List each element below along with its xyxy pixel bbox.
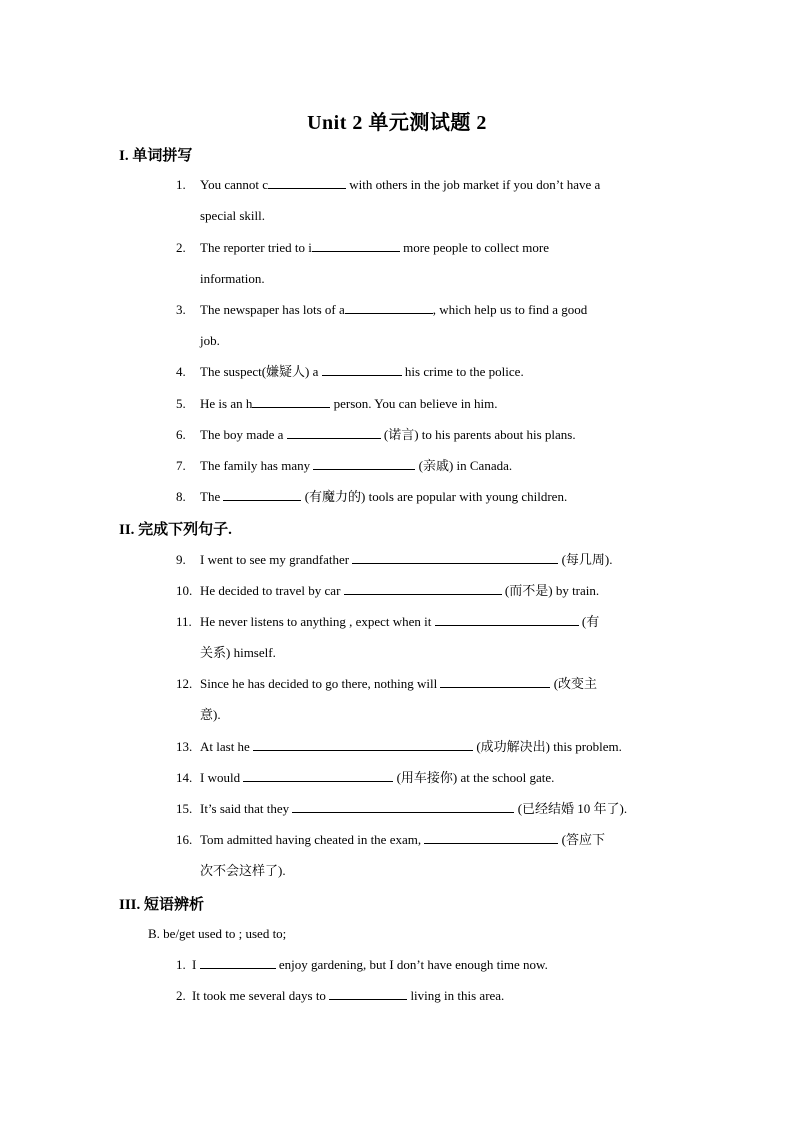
- page-title: Unit 2 单元测试题 2: [307, 112, 487, 134]
- answer-blank[interactable]: [252, 395, 330, 408]
- question-3: 3. The newspaper has lots of a , which help us to find a good job.: [176, 302, 588, 348]
- answer-blank[interactable]: [223, 488, 301, 501]
- section-heading-3: III. 短语辨析: [119, 897, 205, 913]
- section-heading-2: II. 完成下列句子.: [119, 522, 232, 538]
- answer-blank[interactable]: [292, 800, 514, 813]
- answer-blank[interactable]: [200, 956, 276, 969]
- answer-blank[interactable]: [329, 987, 407, 1000]
- question-2: 2. The reporter tried to i more people to collect more information.: [176, 240, 549, 286]
- answer-blank[interactable]: [253, 738, 473, 751]
- section-heading-1: I. 单词拼写: [119, 148, 193, 164]
- answer-blank[interactable]: [424, 831, 558, 844]
- question-12: 12. Since he has decided to go there, nothing will (改变主 意).: [176, 676, 598, 722]
- phrase-question-2: 2. It took me several days to living in this area.: [176, 988, 505, 1003]
- question-11: 11. He never listens to anything , expect when it (有 关系) himself.: [176, 614, 600, 660]
- question-13: 13. At last he (成功解决出) this problem.: [176, 739, 622, 754]
- answer-blank[interactable]: [312, 239, 400, 252]
- question-7: 7. The family has many (亲戚) in Canada.: [176, 458, 513, 473]
- answer-blank[interactable]: [344, 582, 502, 595]
- answer-blank[interactable]: [440, 675, 550, 688]
- question-4: 4. The suspect(嫌疑人) a his crime to the police.: [176, 364, 524, 379]
- answer-blank[interactable]: [287, 426, 381, 439]
- question-15: 15. It’s said that they (已经结婚 10 年了).: [176, 801, 628, 816]
- question-8: 8. The (有魔力的) tools are popular with young children.: [176, 489, 568, 504]
- question-5: 5. He is an h person. You can believe in him.: [176, 396, 498, 411]
- answer-blank[interactable]: [313, 457, 415, 470]
- question-9: 9. I went to see my grandfather (每几周).: [176, 552, 613, 567]
- question-6: 6. The boy made a (诺言) to his parents about his plans.: [176, 427, 576, 442]
- question-10: 10. He decided to travel by car (而不是) by train.: [176, 583, 600, 598]
- answer-blank[interactable]: [345, 301, 433, 314]
- question-16: 16. Tom admitted having cheated in the exam, (答应下 次不会这样了).: [176, 832, 605, 878]
- answer-blank[interactable]: [268, 176, 346, 189]
- phrase-options: B. be/get used to ; used to;: [148, 926, 287, 941]
- question-1: 1. You cannot c with others in the job market if you don’t have a special skill.: [176, 177, 601, 223]
- answer-blank[interactable]: [322, 363, 402, 376]
- answer-blank[interactable]: [243, 769, 393, 782]
- answer-blank[interactable]: [352, 551, 558, 564]
- answer-blank[interactable]: [435, 613, 579, 626]
- phrase-question-1: 1. I enjoy gardening, but I don’t have enough time now.: [176, 957, 548, 972]
- question-14: 14. I would (用车接你) at the school gate.: [176, 770, 555, 785]
